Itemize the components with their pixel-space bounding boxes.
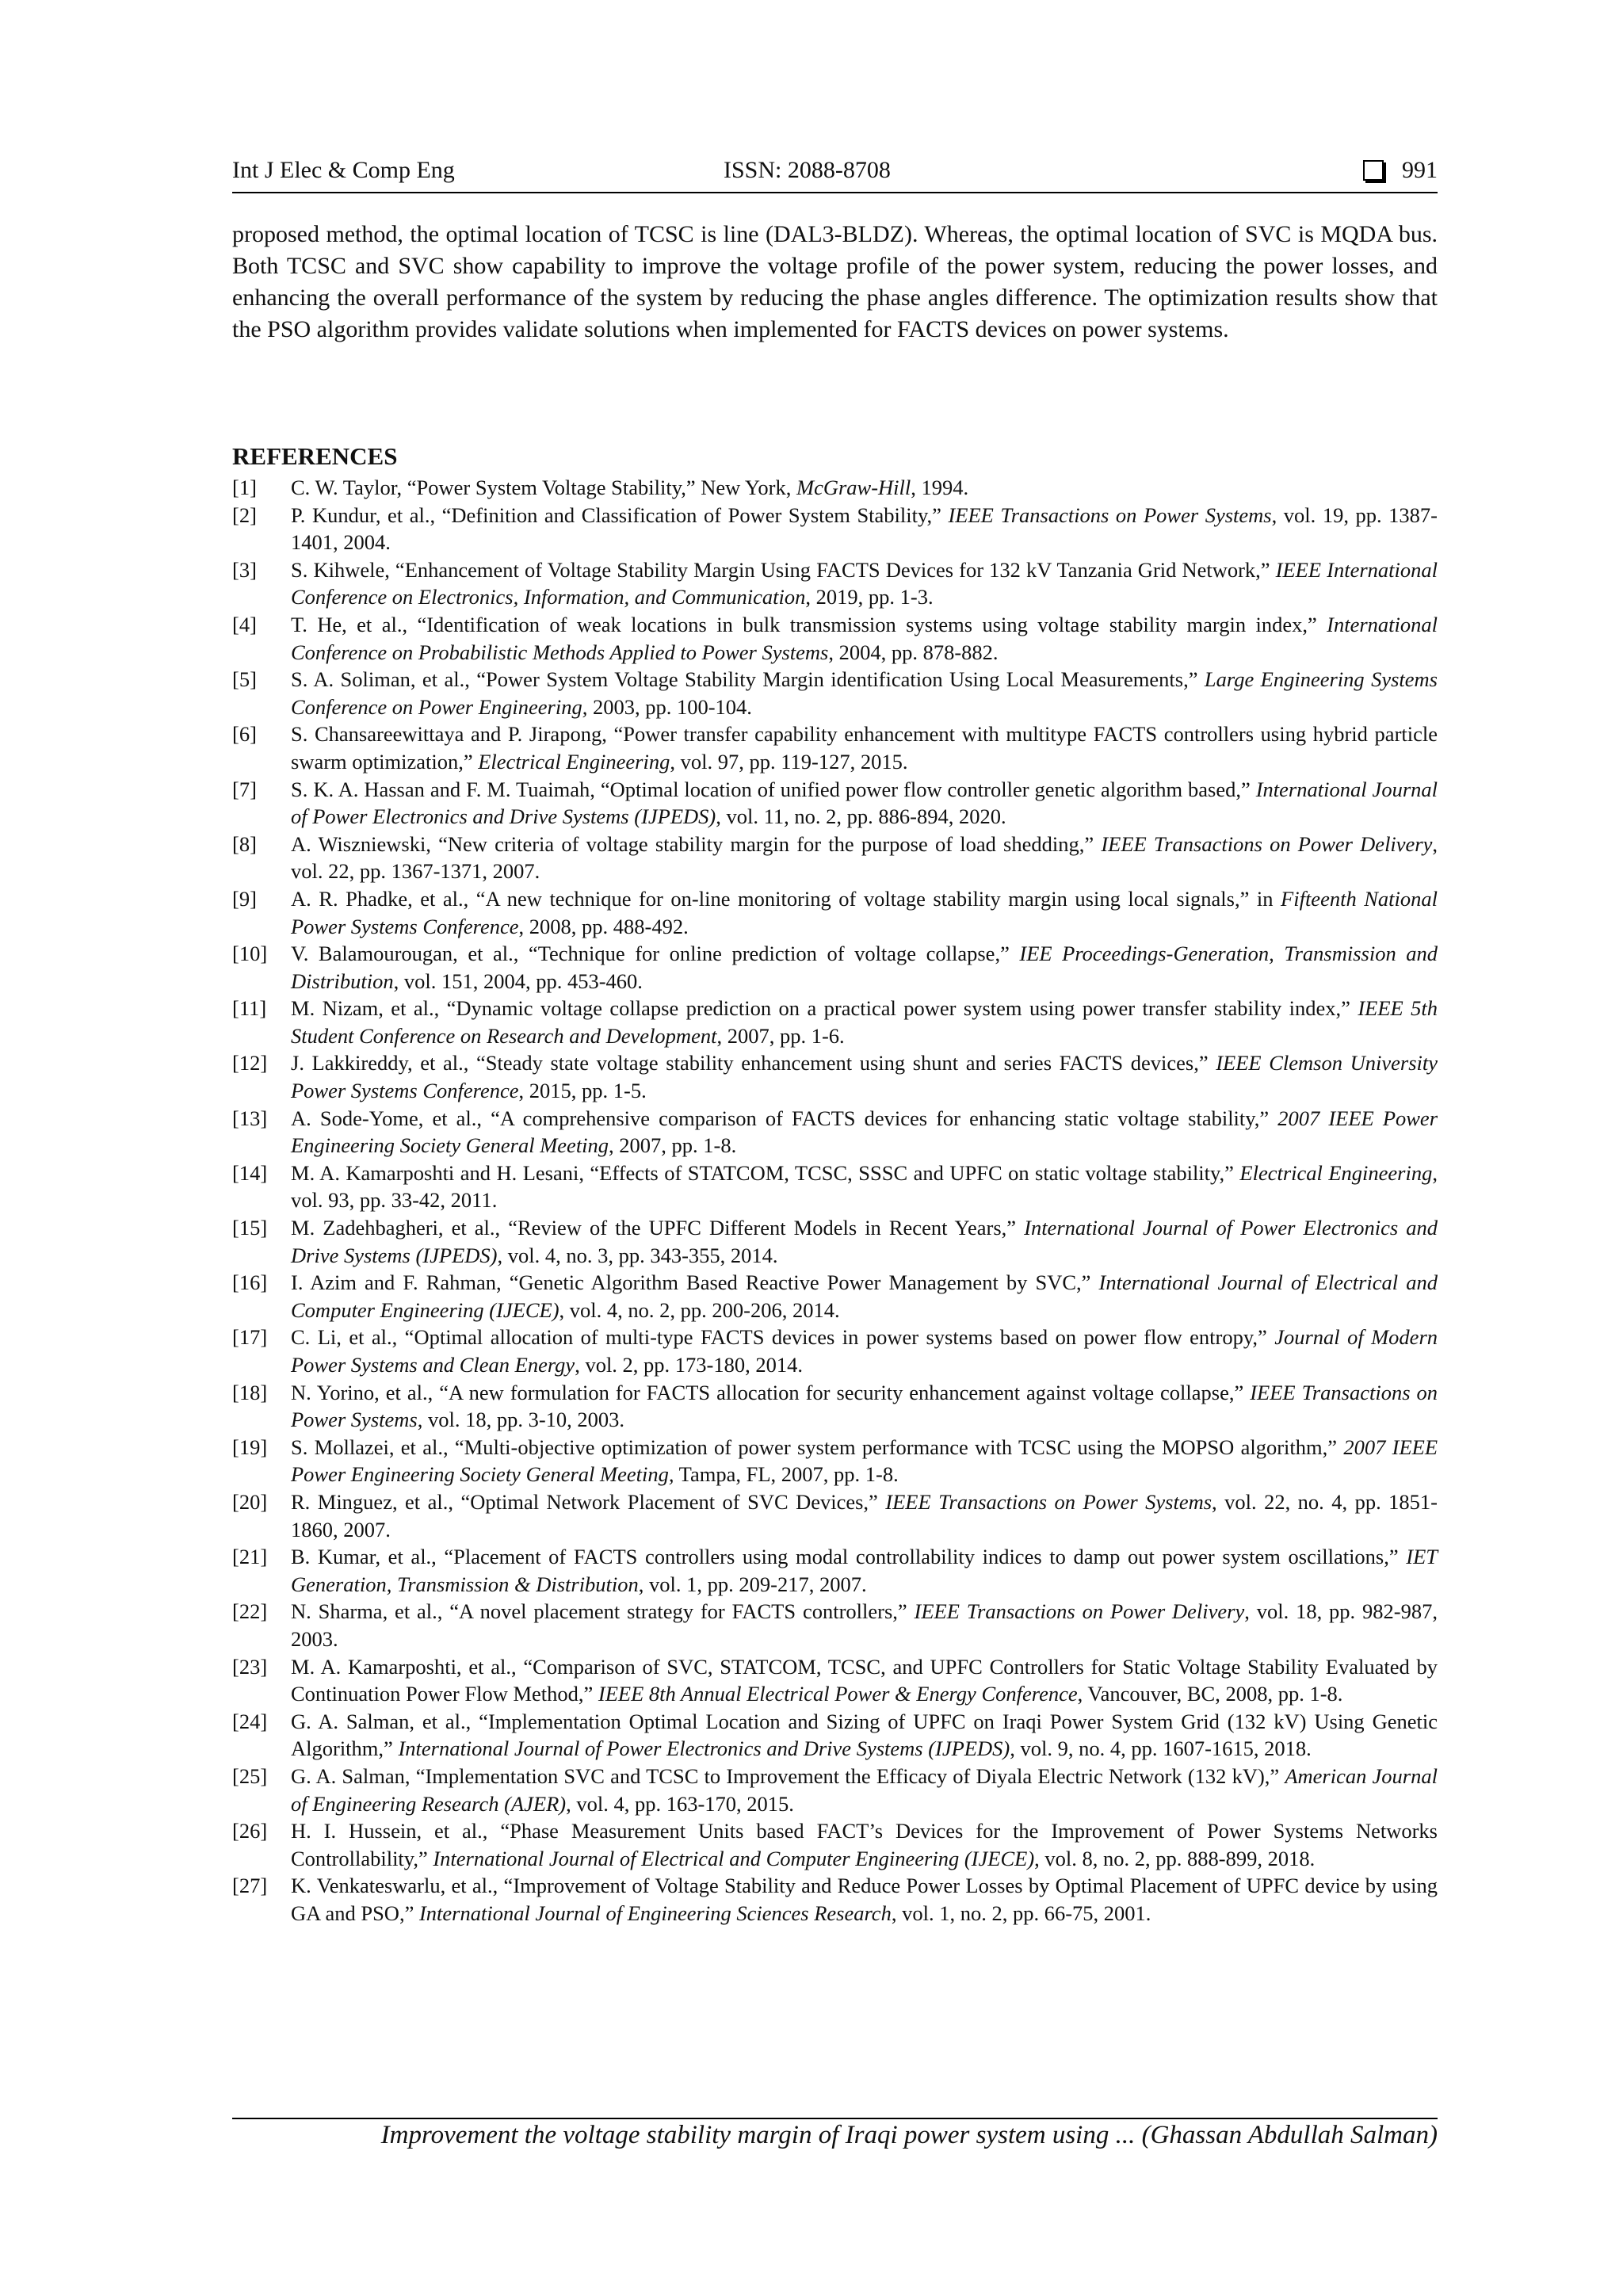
reference-venue: Fifteenth National Power Systems Conference	[291, 886, 1438, 938]
reference-details: , 2007, pp. 1-6.	[716, 1023, 845, 1048]
reference-text: S. Kihwele, “Enhancement of Voltage Stability Margin Using FACTS Devices for 132 kV Tanzania Grid Network,”	[291, 557, 1276, 582]
reference-details: Tampa, FL, 2007, pp. 1-8.	[674, 1462, 899, 1487]
reference-item	[232, 1379, 1438, 1434]
reference-number: [22]	[232, 1599, 268, 1624]
reference-venue: IEEE Transactions on Power Systems	[291, 1380, 1438, 1432]
reference-number: [19]	[232, 1435, 268, 1459]
reference-text: H. I. Hussein, et al., “Phase Measurement Units based FACT’s Devices for the Improvement of Power Systems Networks Controllability,”	[291, 1819, 1438, 1870]
reference-number: [12]	[232, 1051, 268, 1075]
reference-number: [14]	[232, 1160, 268, 1185]
reference-item	[232, 1872, 1438, 1927]
reference-number: [3]	[232, 557, 257, 582]
reference-item	[232, 474, 1438, 502]
reference-text: J. Lakkireddy, et al., “Steady state voltage stability enhancement using shunt and series FACTS devices,”	[291, 1051, 1216, 1075]
reference-number: [8]	[232, 831, 257, 856]
reference-details: , 2008, pp. 488-492.	[518, 914, 689, 938]
reference-venue: IEEE 5th Student Conference on Research and Development	[291, 996, 1438, 1048]
reference-number: [26]	[232, 1819, 268, 1843]
footer-rule	[232, 2118, 1438, 2119]
reference-details: , 2004, pp. 878-882.	[828, 640, 999, 664]
reference-number: [2]	[232, 502, 257, 527]
reference-item	[232, 1269, 1438, 1324]
reference-text: C. Li, et al., “Optimal allocation of multi-type FACTS devices in power systems based on power flow entropy,”	[291, 1325, 1275, 1350]
reference-venue: IEE Proceedings-Generation, Transmission and Distribution	[291, 942, 1438, 993]
reference-text: G. A. Salman, “Implementation SVC and TCSC to Improvement the Efficacy of Diyala Electric Network (132 kV),”	[291, 1763, 1285, 1788]
reference-details: 2003, pp. 100-104.	[587, 694, 752, 719]
reference-venue: International Journal of Power Electronics and Drive Systems (IJPEDS)	[291, 777, 1438, 829]
reference-item	[232, 1817, 1438, 1872]
reference-venue: 2007 IEEE Power Engineering Society General Meeting	[291, 1106, 1438, 1158]
reference-text: N. Sharma, et al., “A novel placement strategy for FACTS controllers,”	[291, 1599, 915, 1624]
reference-number: [13]	[232, 1106, 268, 1130]
reference-details: , vol. 9, no. 4, pp. 1607-1615, 2018.	[1010, 1736, 1312, 1761]
reference-number: [23]	[232, 1654, 268, 1679]
reference-details: , vol. 18, pp. 982-987, 2003.	[291, 1599, 1438, 1651]
page-number: 991	[1402, 157, 1438, 183]
reference-venue: International Journal of Engineering Sciences Research	[418, 1901, 892, 1925]
reference-text: T. He, et al., “Identification of weak locations in bulk transmission systems using voltage stability margin index,”	[291, 612, 1327, 636]
reference-details: , vol. 2, pp. 173-180, 2014.	[575, 1353, 803, 1377]
reference-text: M. A. Kamarposhti and H. Lesani, “Effects of STATCOM, TCSC, SSSC and UPFC on static voltage stability,”	[291, 1160, 1240, 1185]
page-footer: Improvement the voltage stability margin of Iraqi power system using ... (Ghassan Abdullah Salman)	[380, 2121, 1438, 2149]
reference-number: [6]	[232, 722, 257, 747]
reference-text: M. Nizam, et al., “Dynamic voltage collapse prediction on a practical power system using power transfer stability index,”	[291, 996, 1358, 1021]
reference-item	[232, 1488, 1438, 1543]
reference-list	[232, 474, 1438, 1927]
reference-number: [21]	[232, 1545, 268, 1569]
reference-text: S. Mollazei, et al., “Multi-objective optimization of power system performance with TCSC using the MOPSO algorithm,”	[291, 1435, 1344, 1459]
reference-text: I. Azim and F. Rahman, “Genetic Algorithm Based Reactive Power Management by SVC,”	[291, 1270, 1099, 1295]
reference-details: , vol. 4, no. 2, pp. 200-206, 2014.	[559, 1297, 840, 1322]
reference-number: [17]	[232, 1325, 268, 1350]
reference-text: P. Kundur, et al., “Definition and Classification of Power System Stability,”	[291, 502, 949, 527]
reference-text: G. A. Salman, et al., “Implementation Optimal Location and Sizing of UPFC on Iraqi Power System Grid (132 kV) Using Genetic Algorithm,”	[291, 1709, 1438, 1761]
reference-item	[232, 1214, 1438, 1269]
reference-number: [7]	[232, 777, 257, 801]
reference-details: , vol. 97, pp. 119-127, 2015.	[670, 749, 908, 774]
reference-details: , vol. 22, no. 4, pp. 1851-1860, 2007.	[291, 1489, 1438, 1541]
reference-item	[232, 556, 1438, 611]
reference-number: [1]	[232, 476, 257, 499]
reference-details: , Vancouver, BC, 2008, pp. 1-8.	[1077, 1682, 1343, 1706]
reference-text: A. R. Phadke, et al., “A new technique for on-line monitoring of voltage stability margin using local signals,” in	[291, 886, 1281, 911]
reference-item	[232, 1324, 1438, 1378]
reference-item	[232, 1653, 1438, 1708]
reference-item	[232, 1434, 1438, 1488]
reference-text: N. Yorino, et al., “A new formulation for FACTS allocation for security enhancement against voltage collapse,”	[291, 1380, 1251, 1404]
reference-item	[232, 1049, 1438, 1104]
reference-venue: International Conference on Probabilistic Methods Applied to Power Systems	[291, 612, 1438, 664]
reference-item	[232, 1708, 1438, 1763]
reference-text: M. A. Kamarposhti, et al., “Comparison of SVC, STATCOM, TCSC, and UPFC Controllers for Static Voltage Stability Evaluated by Continuation Power Flow Method,”	[291, 1654, 1438, 1706]
reference-text: A. Sode-Yome, et al., “A comprehensive comparison of FACTS devices for enhancing static voltage stability,”	[291, 1106, 1278, 1130]
reference-text: R. Minguez, et al., “Optimal Network Placement of SVC Devices,”	[291, 1489, 886, 1514]
reference-venue: IEEE International Conference on Electronics, Information, and Communication	[291, 557, 1438, 609]
reference-item	[232, 1543, 1438, 1598]
reference-venue: International Journal of Electrical and Computer Engineering (IJECE)	[291, 1270, 1438, 1322]
reference-text: S. K. A. Hassan and F. M. Tuaimah, “Optimal location of unified power flow controller genetic algorithm based,”	[291, 777, 1256, 801]
reference-item	[232, 776, 1438, 831]
reference-text: M. Zadehbagheri, et al., “Review of the UPFC Different Models in Recent Years,”	[291, 1216, 1025, 1240]
reference-number: [10]	[232, 942, 268, 966]
reference-venue: International Journal of Electrical and Computer Engineering (IJECE)	[433, 1846, 1035, 1870]
reference-details: , vol. 22, pp. 1367-1371, 2007.	[291, 831, 1438, 884]
reference-text: C. W. Taylor, “Power System Voltage Stability,” New York,	[291, 476, 796, 499]
reference-item	[232, 995, 1438, 1049]
reference-number: [20]	[232, 1489, 268, 1514]
reference-details: , vol. 93, pp. 33-42, 2011.	[291, 1160, 1438, 1213]
reference-venue: IEEE 8th Annual Electrical Power & Energy Conference	[598, 1682, 1078, 1706]
reference-number: [27]	[232, 1874, 268, 1898]
reference-details: , vol. 4, pp. 163-170, 2015.	[566, 1791, 794, 1816]
journal-name: Int J Elec & Comp Eng	[232, 157, 455, 183]
reference-item	[232, 1159, 1438, 1214]
reference-item	[232, 666, 1438, 720]
reference-details: , 2019, pp. 1-3.	[805, 585, 934, 609]
reference-details: , 1994.	[911, 476, 969, 499]
reference-item	[232, 940, 1438, 995]
reference-details: , vol. 4, no. 3, pp. 343-355, 2014.	[497, 1243, 778, 1267]
reference-text: S. A. Soliman, et al., “Power System Voltage Stability Margin identification Using Local Measurements,”	[291, 667, 1205, 692]
reference-text: S. Chansareewittaya and P. Jirapong, “Power transfer capability enhancement with multitype FACTS controllers using hybrid particle swarm optimization,”	[291, 722, 1438, 774]
square-bullet-icon	[1363, 160, 1384, 181]
reference-item	[232, 720, 1438, 775]
reference-details: , vol. 18, pp. 3-10, 2003.	[417, 1408, 625, 1432]
reference-item	[232, 1763, 1438, 1817]
reference-item	[232, 1598, 1438, 1652]
reference-text: A. Wiszniewski, “New criteria of voltage stability margin for the purpose of load shedding,”	[291, 831, 1102, 856]
reference-venue: IEEE Clemson University Power Systems Conference	[291, 1051, 1438, 1103]
reference-venue: American Journal of Engineering Research (AJER)	[291, 1763, 1438, 1816]
reference-item	[232, 611, 1438, 666]
reference-venue: International Journal of Power Electronics and Drive Systems (IJPEDS)	[398, 1736, 1010, 1761]
reference-venue: International Journal of Power Electronics and Drive Systems (IJPEDS)	[291, 1216, 1438, 1267]
reference-venue: Electrical Engineering	[478, 749, 670, 774]
reference-venue: Journal of Modern Power Systems and Clean Energy	[291, 1325, 1438, 1377]
reference-number: [15]	[232, 1216, 268, 1240]
reference-details: , vol. 8, no. 2, pp. 888-899, 2018.	[1034, 1846, 1316, 1870]
reference-number: [4]	[232, 612, 257, 636]
reference-item	[232, 1105, 1438, 1159]
reference-number: [16]	[232, 1270, 268, 1295]
reference-number: [5]	[232, 667, 257, 692]
reference-venue: 2007 IEEE Power Engineering Society General Meeting,	[291, 1435, 1438, 1487]
reference-number: [9]	[232, 886, 257, 911]
reference-text: K. Venkateswarlu, et al., “Improvement of Voltage Stability and Reduce Power Losses by Optimal Placement of UPFC device by using GA and PSO,”	[291, 1874, 1438, 1925]
reference-details: , vol. 1, no. 2, pp. 66-75, 2001.	[891, 1901, 1151, 1925]
reference-venue: IET Generation, Transmission & Distribution	[291, 1545, 1438, 1596]
reference-venue: IEEE Transactions on Power Delivery	[1101, 831, 1433, 856]
reference-venue: IEEE Transactions on Power Systems	[885, 1489, 1212, 1514]
reference-number: [25]	[232, 1763, 268, 1788]
reference-number: [24]	[232, 1709, 268, 1733]
reference-details: , 2015, pp. 1-5.	[518, 1079, 647, 1103]
reference-item	[232, 502, 1438, 556]
reference-venue: IEEE Transactions on Power Delivery	[914, 1599, 1245, 1624]
reference-details: , vol. 11, no. 2, pp. 886-894, 2020.	[716, 804, 1006, 829]
reference-venue: Large Engineering Systems Conference on Power Engineering,	[291, 667, 1438, 719]
reference-details: , 2007, pp. 1-8.	[609, 1133, 737, 1158]
reference-venue: McGraw-Hill	[796, 476, 911, 499]
references-heading: REFERENCES	[232, 442, 398, 470]
reference-number: [11]	[232, 996, 267, 1021]
reference-venue: Electrical Engineering	[1239, 1160, 1433, 1185]
body-paragraph: proposed method, the optimal location of TCSC is line (DAL3-BLDZ). Whereas, the optimal location of SVC is MQDA bus. Both TCSC and SVC show capability to improve the voltage profile of the power system, reducing the power losses, and enhancing the overall performance of the system by reducing the phase angles difference. The optimization results show that the PSO algorithm provides validate solutions when implemented for FACTS devices on power systems.	[232, 221, 1438, 342]
reference-item	[232, 885, 1438, 940]
reference-details: , vol. 151, 2004, pp. 453-460.	[393, 968, 643, 993]
reference-text: B. Kumar, et al., “Placement of FACTS controllers using modal controllability indices to damp out power system oscillations,”	[291, 1545, 1407, 1569]
reference-number: [18]	[232, 1380, 268, 1404]
reference-details: , vol. 19, pp. 1387-1401, 2004.	[291, 502, 1438, 555]
page-header	[232, 151, 1438, 193]
reference-text: V. Balamourougan, et al., “Technique for online prediction of voltage collapse,”	[291, 942, 1020, 966]
reference-details: , vol. 1, pp. 209-217, 2007.	[638, 1572, 867, 1596]
reference-item	[232, 831, 1438, 885]
issn: ISSN: 2088-8708	[724, 157, 891, 183]
reference-venue: IEEE Transactions on Power Systems	[948, 502, 1272, 527]
